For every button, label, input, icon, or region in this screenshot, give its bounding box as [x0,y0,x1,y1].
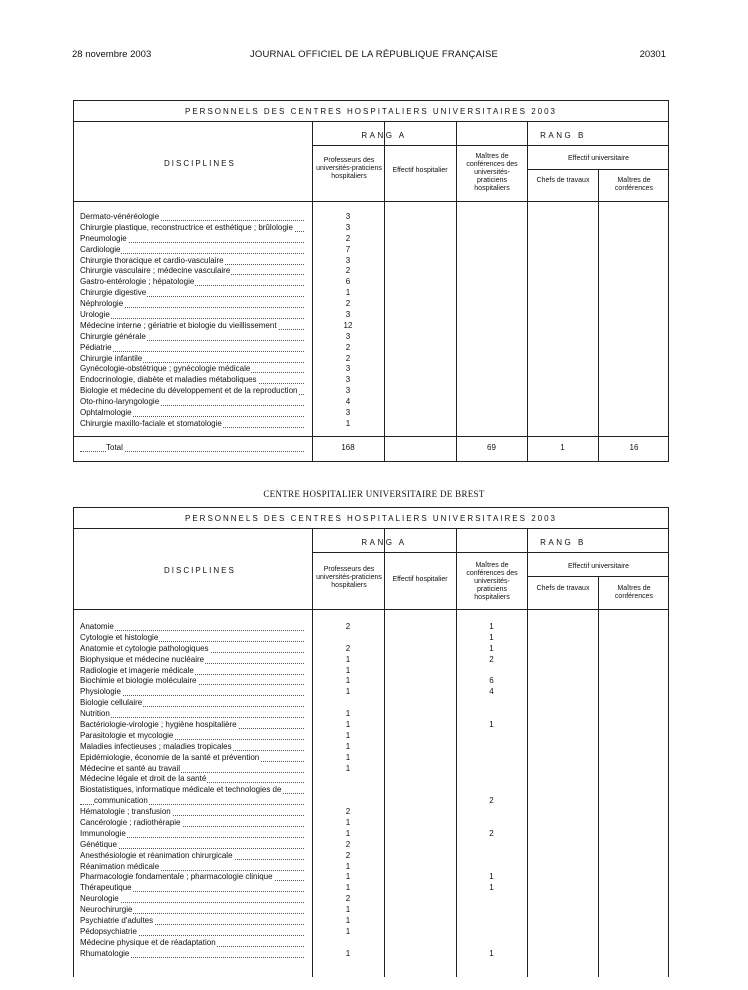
professeurs-value: 1 [345,288,351,298]
table-row [80,764,668,775]
professeurs-value: 2 [345,894,351,904]
table-row [80,938,668,949]
discipline-label: Epidémiologie, économie de la santé et prévention [80,752,260,762]
professeurs-value: 1 [345,916,351,926]
discipline-label: Biophysique et médecine nucléaire [80,654,205,664]
total-mc: 16 [629,443,639,452]
table-row [80,332,668,343]
professeurs-header: Professeurs des universités-praticiens hospitaliers [316,566,382,589]
professeurs-value: 3 [345,386,351,396]
maitres-conf-value: 1 [489,632,494,642]
table-row [80,916,668,927]
discipline-label: Nutrition [80,709,110,719]
discipline-label: Pharmacologie fondamentale ; pharmacologie clinique [80,872,273,882]
professeurs-value: 4 [345,397,351,407]
discipline-label: Oto-rhino-laryngologie [80,397,160,407]
discipline-label: Biostatistiques, informatique médicale et technologies de [80,785,282,795]
maitres-conf-value: 1 [489,720,494,730]
table-row [80,698,668,709]
professeurs-value: 1 [345,687,351,697]
discipline-label: Cardiologie [80,244,121,254]
table-row [80,321,668,332]
table-row [80,622,668,633]
total-label: Total [106,443,123,452]
rang-b-header: RANG B [540,538,586,547]
table-row [80,256,668,267]
table-row [80,829,668,840]
table-row [80,785,668,796]
maitres-conf-value: 1 [489,622,494,631]
professeurs-value: 1 [345,905,351,915]
discipline-label: Génétique [80,839,117,849]
professeurs-value: 7 [345,244,351,254]
maitres-conf-value: 2 [489,828,494,838]
effectif-universitaire-header: Effectif universitaire [568,563,629,570]
professeurs-value: 1 [345,741,351,751]
chefs-travaux-header: Chefs de travaux [536,585,590,592]
professeurs-value: 1 [345,818,351,828]
professeurs-value: 2 [345,807,351,817]
discipline-label: Pédiatrie [80,342,112,352]
table-row [80,234,668,245]
professeurs-value: 2 [345,266,351,276]
professeurs-value: 1 [345,654,351,664]
discipline-label: Radiologie et imagerie médicale [80,665,194,675]
table-caption: PERSONNELS DES CENTRES HOSPITALIERS UNIVERSITAIRES 2003 [185,107,557,116]
discipline-label: Neurologie [80,894,119,904]
discipline-label: Chirurgie maxillo-faciale et stomatologie [80,418,222,428]
discipline-label: Thérapeutique [80,883,132,893]
rang-b-header: RANG B [540,131,586,140]
professeurs-value: 3 [345,375,351,385]
table-row [80,883,668,894]
table-row [80,796,668,807]
table-row [80,354,668,365]
table-row [80,818,668,829]
table-row [80,212,668,223]
professeurs-value: 1 [345,883,351,893]
table-row [80,840,668,851]
professeurs-value: 1 [345,926,351,936]
discipline-label: Anesthésiologie et réanimation chirurgicale [80,850,233,860]
discipline-label: Immunologie [80,828,126,838]
discipline-label: Médecine physique et de réadaptation [80,937,216,947]
table-row [80,872,668,883]
maitres-conf-value: 2 [489,796,494,806]
maitres-conf-value: 1 [489,883,494,893]
discipline-label: Pneumologie [80,233,127,243]
professeurs-value: 3 [345,255,351,265]
discipline-label: Psychiatrie d'adultes [80,916,154,926]
table-row [80,633,668,644]
discipline-label: Pédopsychiatrie [80,926,137,936]
professeurs-value: 1 [345,709,351,719]
total-mcu: 69 [487,443,496,452]
table-row [80,676,668,687]
maitres-conferences-header: Maîtres de conférences [614,585,654,600]
discipline-label: Urologie [80,310,110,320]
table-row [80,397,668,408]
maitres-conf-ph-header: Maîtres de conférences des universités-praticiens hospitaliers [466,562,518,601]
table-caption: PERSONNELS DES CENTRES HOSPITALIERS UNIVERSITAIRES 2003 [185,514,557,523]
discipline-label: Endocrinologie, diabète et maladies métaboliques [80,375,257,385]
table-row [80,223,668,234]
maitres-conf-value: 1 [489,872,494,882]
professeurs-value: 3 [345,310,351,320]
table-row [80,666,668,677]
table-row [80,288,668,299]
professeurs-value: 1 [345,828,351,838]
table-row [80,419,668,430]
discipline-label: Biochimie et biologie moléculaire [80,676,197,686]
professeurs-value: 1 [345,861,351,871]
table-row [80,862,668,873]
effectif-hospitalier-header: Effectif hospitalier [392,167,448,174]
professeurs-value: 1 [345,763,351,773]
disciplines-header: DISCIPLINES [164,159,236,168]
maitres-conf-ph-header: Maîtres de conférences des universités-praticiens hospitaliers [466,153,518,192]
table-rows [80,212,668,430]
discipline-label: Néphrologie [80,299,124,309]
discipline-label: Médecine légale et droit de la santé [80,774,207,784]
discipline-label: Chirurgie vasculaire ; médecine vasculaire [80,266,231,276]
discipline-label: Hématologie ; transfusion [80,807,171,817]
professeurs-value: 6 [345,277,351,287]
journal-title: JOURNAL OFFICIEL DE LA RÉPUBLIQUE FRANÇAISE [249,49,499,60]
rang-a-header: RANG A [361,131,407,140]
table-row [80,949,668,960]
maitres-conf-value: 2 [489,654,494,664]
table-row [80,720,668,731]
table-row [80,408,668,419]
table-row [80,343,668,354]
professeurs-value: 2 [345,622,351,631]
table-row [80,753,668,764]
discipline-label: Bactériologie-virologie ; hygiène hospitalière [80,720,237,730]
professeurs-value: 3 [345,408,351,418]
table-row [80,310,668,321]
table-row [80,687,668,698]
discipline-label: communication [94,796,148,806]
discipline-label: Cytologie et histologie [80,632,159,642]
table-row [80,709,668,720]
table-row [80,851,668,862]
table-row [80,245,668,256]
rang-a-header: RANG A [361,538,407,547]
maitres-conf-value: 1 [489,643,494,653]
professeurs-value: 2 [345,299,351,309]
discipline-label: Ophtalmologie [80,408,132,418]
chefs-travaux-header: Chefs de travaux [536,177,590,184]
discipline-label: Parasitologie et mycologie [80,730,174,740]
disciplines-header: DISCIPLINES [164,566,236,575]
total-prof: 168 [341,443,355,452]
professeurs-value: 1 [345,948,351,958]
professeurs-value: 3 [345,222,351,232]
table-row [80,731,668,742]
professeurs-value: 2 [345,353,351,363]
table-row [80,299,668,310]
discipline-label: Neurochirurgie [80,905,133,915]
table-row [80,927,668,938]
discipline-label: Médecine interne ; gériatrie et biologie du vieillissement [80,320,277,330]
table-row [80,807,668,818]
discipline-label: Réanimation médicale [80,861,160,871]
table-row [80,742,668,753]
discipline-label: Dermato-vénéréologie [80,212,160,221]
discipline-label: Maladies infectieuses ; maladies tropicales [80,741,232,751]
professeurs-value: 2 [345,342,351,352]
table-chu-brest [73,507,669,977]
table-row [80,266,668,277]
table-row [80,386,668,397]
effectif-hospitalier-header: Effectif hospitalier [392,576,448,583]
section-title-brest: CENTRE HOSPITALIER UNIVERSITAIRE DE BREST [263,489,485,499]
professeurs-value: 1 [345,676,351,686]
professeurs-value: 3 [345,212,351,221]
discipline-label: Physiologie [80,687,121,697]
table-rows [80,622,668,960]
table-row [80,375,668,386]
table-row [80,894,668,905]
discipline-label: Anatomie et cytologie pathologiques [80,643,209,653]
maitres-conf-value: 6 [489,676,494,686]
discipline-label: Chirurgie plastique, reconstructrice et esthétique ; brûlologie [80,222,294,232]
discipline-label: Gastro-entérologie ; hépatologie [80,277,195,287]
professeurs-value: 3 [345,364,351,374]
professeurs-value: 2 [345,233,351,243]
professeurs-value: 1 [345,720,351,730]
professeurs-header: Professeurs des universités-praticiens hospitaliers [316,157,382,180]
discipline-label: Gynécologie-obstétrique ; gynécologie médicale [80,364,251,374]
page-number: 20301 [639,49,666,60]
professeurs-value: 1 [345,752,351,762]
discipline-label: Chirurgie générale [80,331,146,341]
professeurs-value: 1 [345,730,351,740]
table-row [80,364,668,375]
professeurs-value: 12 [343,320,353,330]
discipline-label: Médecine et santé au travail [80,763,181,773]
professeurs-value: 1 [345,418,351,428]
discipline-label: Biologie cellulaire [80,698,143,708]
discipline-label: Cancérologie ; radiothérapie [80,818,181,828]
table-row [80,905,668,916]
professeurs-value: 2 [345,643,351,653]
professeurs-value: 2 [345,839,351,849]
table-chu-1 [73,100,669,462]
header-date: 28 novembre 2003 [72,49,152,60]
effectif-universitaire-header: Effectif universitaire [568,155,629,162]
discipline-label: Chirurgie infantile [80,353,143,363]
total-row [80,443,668,454]
discipline-label: Rhumatologie [80,948,130,958]
professeurs-value: 1 [345,665,351,675]
table-row [80,655,668,666]
discipline-label: Anatomie [80,622,114,631]
total-chefs: 1 [560,443,565,452]
table-row [80,774,668,785]
professeurs-value: 1 [345,872,351,882]
table-row [80,644,668,655]
table-row [80,277,668,288]
maitres-conf-value: 4 [489,687,494,697]
discipline-label: Biologie et médecine du développement et de la reproduction [80,386,298,396]
discipline-label: Chirurgie digestive [80,288,147,298]
professeurs-value: 2 [345,850,351,860]
maitres-conf-value: 1 [489,948,494,958]
maitres-conferences-header: Maîtres de conférences [614,177,654,192]
professeurs-value: 3 [345,331,351,341]
discipline-label: Chirurgie thoracique et cardio-vasculaire [80,255,224,265]
